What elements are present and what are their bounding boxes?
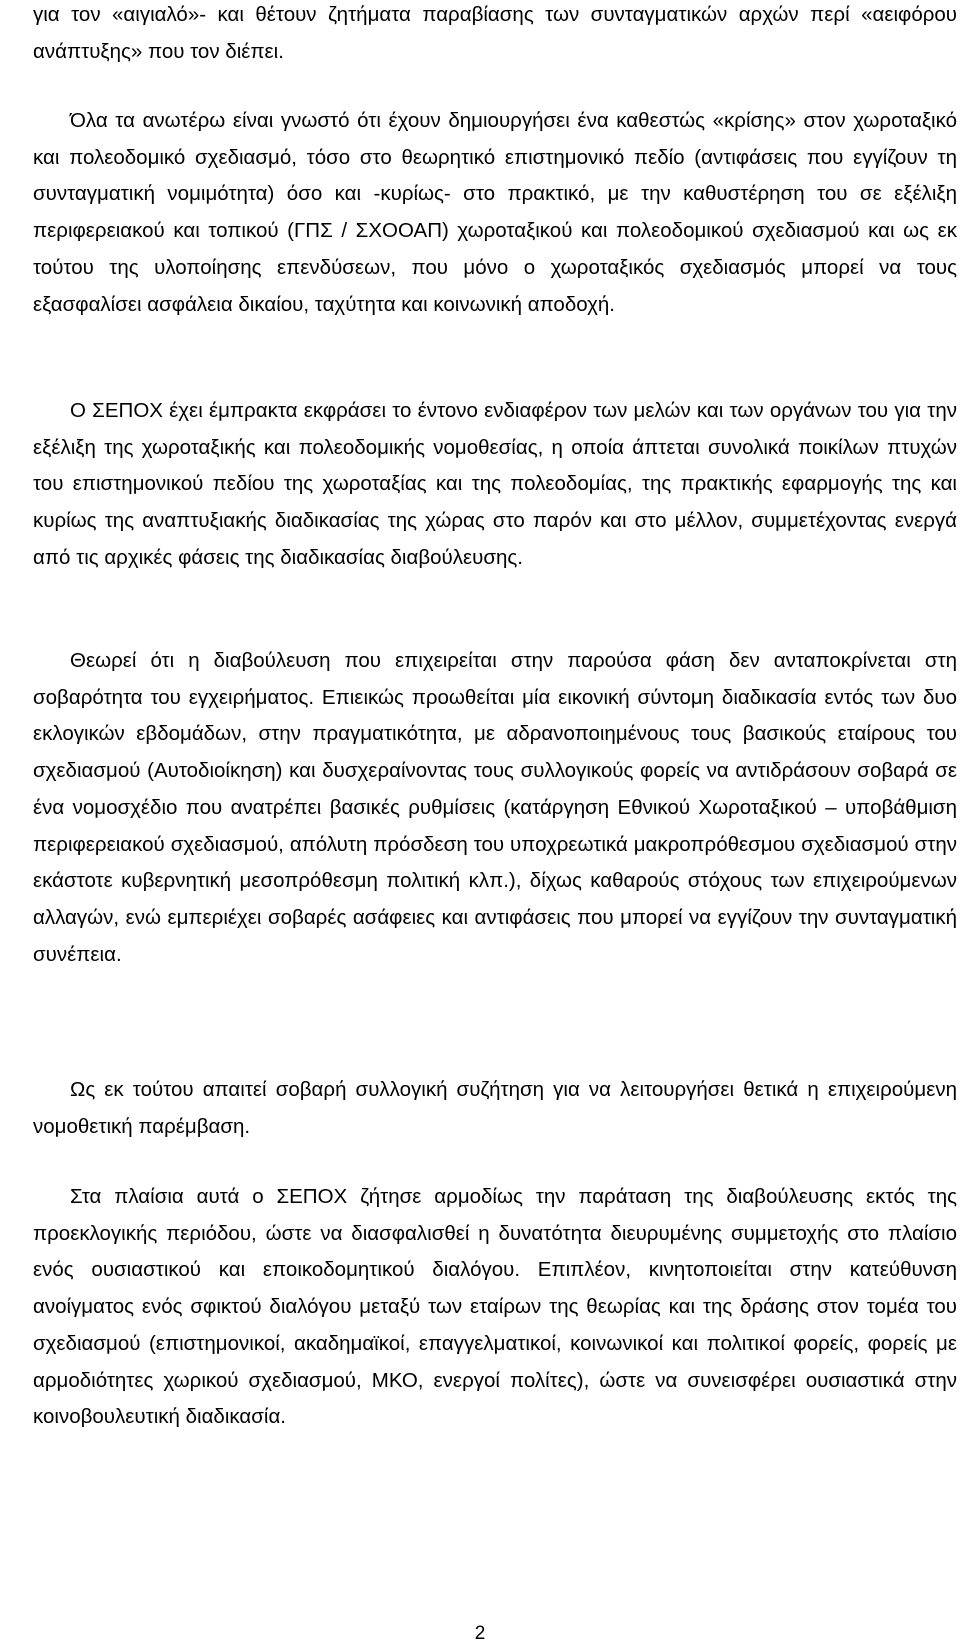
paragraph-sepoch-interest: Ο ΣΕΠΟΧ έχει έμπρακτα εκφράσει το έντονο ενδιαφέρον των μελών και των οργάνων του για την εξέλιξη της χωροταξικής και πολεοδομικής νομοθεσίας, η οποία άπτεται συνολικά ποικίλων πτυχών του επιστημονικού πεδίου της χωροταξίας και της πολεοδομίας, της πρακτικής εφαρμογής της και κυρίως της αναπτυξιακής διαδικασίας της χώρας στο παρόν και στο μέλλον, συμμετέχοντας ενεργά από τις αρχικές φάσεις της διαδικασίας διαβούλευσης. [33, 399, 957, 569]
page-number: 2 [474, 1623, 486, 1644]
paragraph-consultation-critique: Θεωρεί ότι η διαβούλευση που επιχειρείται στην παρούσα φάση δεν ανταποκρίνεται στη σοβαρότητα του εγχειρήματος. Επιεικώς προωθείται μία εικονική σύντομη διαδικασία εντός των δυο εκλογικών εβδομάδων, στην πραγματικότητα, με αδρανοποιημένους τους βασικούς εταίρους του σχεδιασμού (Αυτοδιοίκηση) και δυσχεραίνοντας τους συλλογικούς φορείς να αντιδράσουν σοβαρά σε ένα νομοσχέδιο που ανατρέπει βασικές ρυθμίσεις (κατάργηση Εθνικού Χωροταξικού – υποβάθμιση περιφερειακού σχεδιασμού, απόλυτη πρόσδεση του υποχρεωτικά μακροπρόθεσμου σχεδιασμού στην εκάστοτε κυβερνητική μεσοπρόθεσμη πολιτική κλπ.), δίχως καθαρούς στόχους των επιχειρούμενων αλλαγών, ενώ εμπεριέχει σοβαρές ασάφειες και αντιφάσεις που μπορεί να εγγίζουν την συνταγματική συνέπεια. [33, 649, 957, 966]
paragraph-collective-discussion: Ως εκ τούτου απαιτεί σοβαρή συλλογική συζήτηση για να λειτουργήσει θετικά η επιχειρούμενη νομοθετική παρέμβαση. [33, 1078, 957, 1138]
paragraph-crisis-planning: Όλα τα ανωτέρω είναι γνωστό ότι έχουν δημιουργήσει ένα καθεστώς «κρίσης» στον χωροταξικό και πολεοδομικό σχεδιασμό, τόσο στο θεωρητικό επιστημονικό πεδίο (αντιφάσεις που εγγίζουν τη συνταγματική νομιμότητα) όσο και -κυρίως- στο πρακτικό, με την καθυστέρηση του σε εξέλιξη περιφερειακού και τοπικού (ΓΠΣ / ΣΧΟΟΑΠ) χωροταξικού και πολεοδομικού σχεδιασμού και ως εκ τούτου της υλοποίησης επενδύσεων, που μόνο ο χωροταξικός σχεδιασμός μπορεί να τους εξασφαλίσει ασφάλεια δικαίου, ταχύτητα και κοινωνική αποδοχή. [33, 109, 957, 316]
paragraph-extension-request: Στα πλαίσια αυτά ο ΣΕΠΟΧ ζήτησε αρμοδίως την παράταση της διαβούλευσης εκτός της προεκλογικής περιόδου, ώστε να διασφαλισθεί η δυνατότητα διευρυμένης συμμετοχής στο πλαίσιο ενός ουσιαστικού και εποικοδομητικού διαλόγου. Επιπλέον, κινητοποιείται στην κατεύθυνση ανοίγματος ενός σφικτού διαλόγου μεταξύ των εταίρων της θεωρίας και της δράσης στον τομέα του σχεδιασμού (επιστημονικοί, ακαδημαϊκοί, επαγγελματικοί, κοινωνικοί και πολιτικοί φορείς, φορείς με αρμοδιότητες χωρικού σχεδιασμού, ΜΚΟ, ενεργοί πολίτες), ώστε να συνεισφέρει ουσιαστικά στην κοινοβουλευτική διαδικασία. [33, 1185, 957, 1429]
paragraph-continuation: για τον «αιγιαλό»- και θέτουν ζητήματα παραβίασης των συνταγματικών αρχών περί «αειφόρου ανάπτυξης» που τον διέπει. [33, 3, 957, 63]
